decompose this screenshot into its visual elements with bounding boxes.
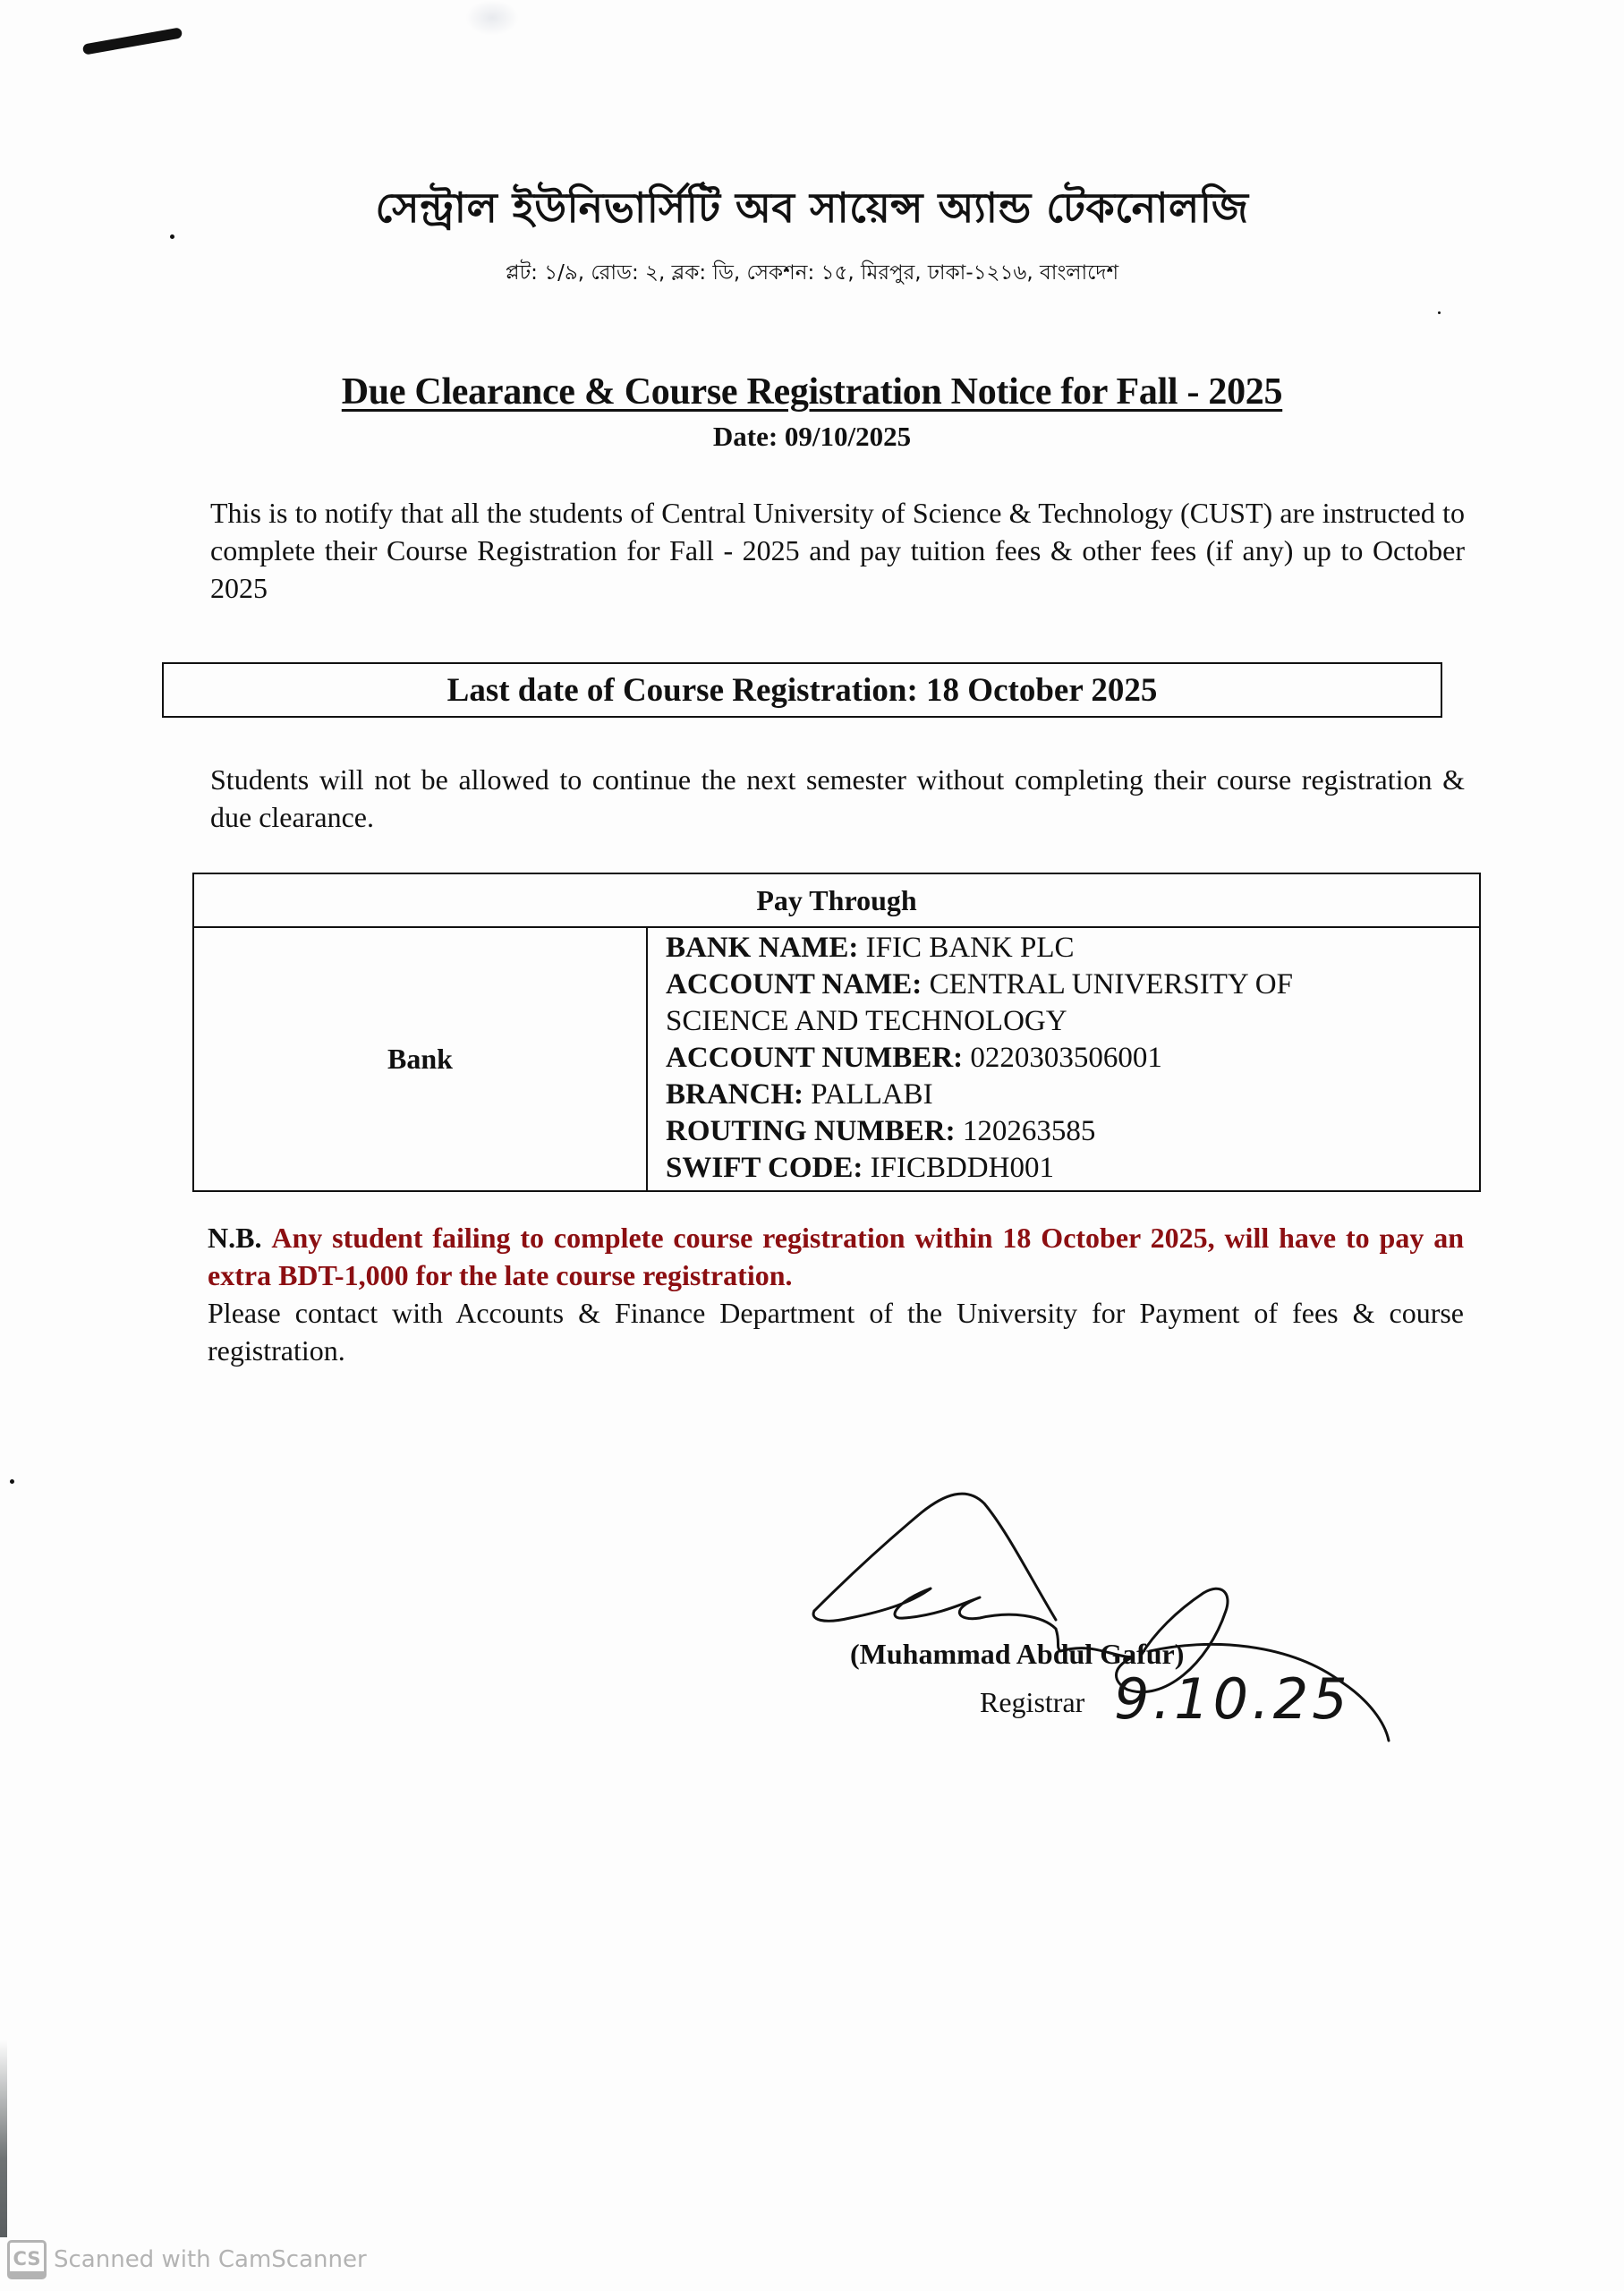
detail-value: IFICBDDH001 (870, 1152, 1054, 1184)
detail-label: ACCOUNT NUMBER: (666, 1042, 964, 1074)
swift-code-line (666, 1150, 1479, 1187)
detail-label: SWIFT CODE: (666, 1152, 863, 1184)
payment-table-row (193, 927, 1480, 1191)
scan-pen-mark (82, 27, 183, 55)
signatory-title: Registrar (980, 1686, 1085, 1718)
detail-value: CENTRAL UNIVERSITY OF (929, 968, 1293, 1001)
detail-label: ACCOUNT NAME: (666, 968, 923, 1001)
scan-shadow (465, 0, 519, 36)
detail-value: IFIC BANK PLC (865, 932, 1075, 964)
routing-number-line (666, 1113, 1479, 1150)
university-name: সেন্ট্রাল ইউনিভার্সিটি অব সায়েন্স অ্যান্ড টেকনোলজি (375, 183, 1249, 232)
detail-value: 120263585 (962, 1115, 1096, 1147)
branch-line (666, 1077, 1479, 1113)
stray-dot (10, 1479, 14, 1484)
bank-name-line (666, 930, 1479, 967)
stray-dot (1438, 311, 1441, 314)
scan-edge-shadow (0, 2040, 7, 2237)
deadline-text: Last date of Course Registration: 18 October 2025 (446, 671, 1158, 709)
payment-table-header-row (193, 873, 1480, 927)
warning-paragraph: Students will not be allowed to continue the next semester without completing their course registration & due clearance. (210, 763, 1465, 833)
detail-label: BANK NAME: (666, 932, 859, 964)
contact-note: Please contact with Accounts & Finance Department of the University for Payment of fees & course registration. (208, 1297, 1464, 1367)
account-number-line (666, 1040, 1479, 1077)
detail-label: ROUTING NUMBER: (666, 1115, 956, 1147)
detail-label: BRANCH: (666, 1078, 803, 1111)
payment-table (192, 873, 1481, 1192)
handwritten-date: 9.10.25 (1114, 1666, 1351, 1732)
account-name-line-continued (666, 1003, 1479, 1040)
pay-through-header: Pay Through (193, 873, 1480, 927)
detail-value: SCIENCE AND TECHNOLOGY (666, 1005, 1067, 1037)
deadline-box (162, 662, 1442, 718)
account-name-line (666, 967, 1479, 1003)
camscanner-logo-icon: CS (7, 2240, 47, 2279)
payment-method-cell: Bank (193, 927, 647, 1191)
intro-paragraph: This is to notify that all the students of Central University of Science & Technology (CUST) are instructed to complete their Course Registration for Fall - 2025 and pay tuition fees & other fees (if any) up to October 2025 (210, 497, 1465, 604)
camscanner-watermark (7, 2240, 367, 2279)
camscanner-text: Scanned with CamScanner (54, 2246, 367, 2273)
bank-details-cell (647, 927, 1480, 1191)
nb-prefix: N.B. (208, 1222, 262, 1254)
late-fee-warning: Any student failing to complete course registration within 18 October 2025, will have to pay an extra BDT-1,000 for the late course registration. (208, 1222, 1465, 1291)
university-address: প্লট: ১/৯, রোড: ২, ব্লক: ডি, সেকশন: ১৫, মিরপুর, ঢাকা-১২১৬, বাংলাদেশ (505, 261, 1119, 285)
notice-date: Date: 09/10/2025 (712, 421, 912, 452)
notice-title: Due Clearance & Course Registration Notice for Fall - 2025 (341, 371, 1283, 413)
detail-value: PALLABI (811, 1078, 933, 1111)
signatory-name: (Muhammad Abdul Gafur) (850, 1638, 1185, 1670)
detail-value: 0220303506001 (970, 1042, 1162, 1074)
nb-block (208, 1219, 1464, 1369)
